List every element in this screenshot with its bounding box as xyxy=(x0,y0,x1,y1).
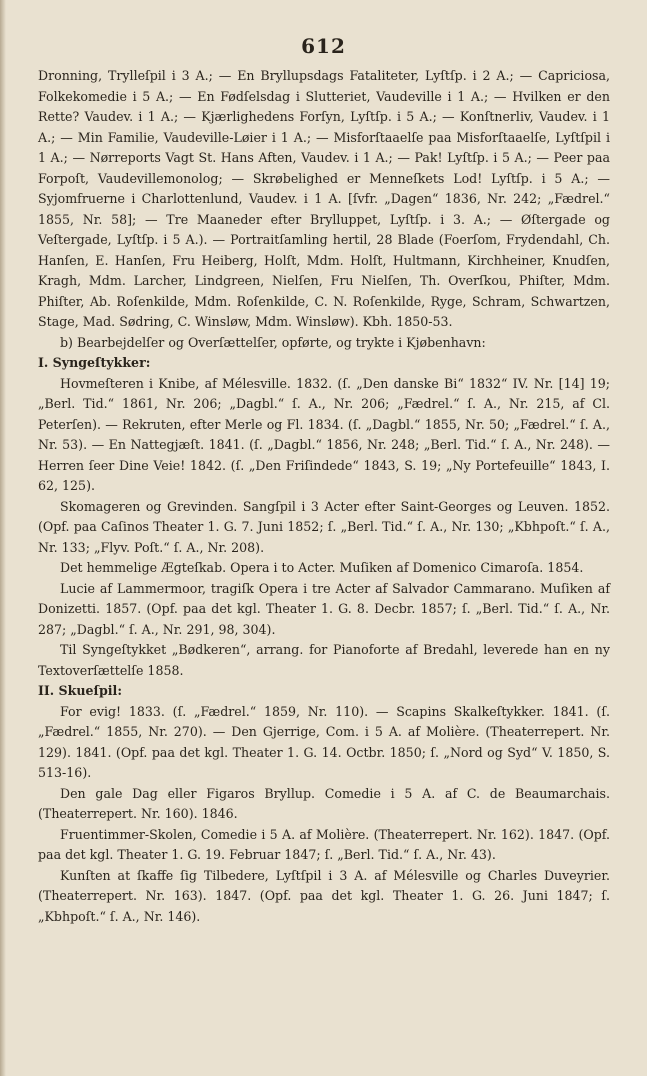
section-heading-b: b) Bearbejdelſer og Overſættelſer, opførte, og trykte i Kjøbenhavn: xyxy=(60,334,486,350)
entry-kunsten: Kunſten at ſkaffe ſig Tilbedere, Lyſtſpil i 3 A. af Mélesville og Charles Duveyrier. (Theaterrepert. Nr. 163). 1847. (Opf. paa det kgl. Theater 1. G. 26. Juni 1847; ſ. „Kbhpoſt.“ ſ. A., Nr. 146). xyxy=(38,867,610,924)
page-text xyxy=(38,66,610,927)
entry-for-evig: For evig! 1833. (ſ. „Fædrel.“ 1859, Nr. 110). — Scapins Skalkeſtykker. 1841. (ſ. „Fædrel.“ 1855, Nr. 270). — Den Gjerrige, Com. i 5 A. af Molière. (Theaterrepert. Nr. 129). 1841. (Opf. paa det kgl. Theater 1. G. 14. Octbr. 1850; ſ. „Nord og Syd“ V. 1850, S. 513-16). xyxy=(38,703,610,780)
paragraph-works-list: Dronning, Trylleſpil i 3 A.; — En Bryllupsdags Fataliteter, Lyſtſp. i 2 A.; — Capriciosa, Folkekomedie i 5 A.; — En Fødſelsdag i Slutteriet, Vaudeville i 1 A.; — Hvilken er den Rette? Vaudev. i 1 A.; — Kjærlighedens Forſyn, Lyſtſp. i 5 A.; — Konſtnerliv, Vaudev. i 1 A.; — Min Familie, Vaudeville-Løier i 1 A.; — Misforſtaaelſe paa Misforſtaaelſe, Lyſtſpil i 1 A.; — Nørreports Vagt St. Hans Aften, Vaudev. i 1 A.; — Pak! Lyſtſp. i 5 A.; — Peer paa Forpoſt, Vaudevillemonolog; — Skrøbelighed er Menneſkets Lod! Lyſtſp. i 5 A.; — Syjomfruerne i Charlottenlund, Vaudev. i 1 A. [ſvfr. „Dagen“ 1836, Nr. 242; „Fædrel.“ 1855, Nr. 58]; — Tre Maaneder efter Brylluppet, Lyſtſp. i 3. A.; — Øſtergade og Veſtergade, Lyſtſp. i 5 A.). — Portraitſamling hertil, 28 Blade (Foerſom, Frydendahl, Ch. Hanſen, E. Hanſen, Fru Heiberg, Holſt, Mdm. Holſt, Hultmann, Kirchheiner, Knudſen, Kragh, Mdm. Larcher, Lindgreen, Nielſen, Fru Nielſen, Th. Overſkou, Phiſter, Mdm. Phiſter, Ab. Roſenkilde, Mdm. Roſenkilde, C. N. Roſenkilde, Ryge, Schram, Schwartzen, Stage, Mad. Sødring, C. Winsløw, Mdm. Winsløw). Kbh. 1850-53. xyxy=(38,68,610,329)
entry-hovmesteren: Hovmeſteren i Knibe, af Mélesville. 1832. (ſ. „Den danske Bi“ 1832“ IV. Nr. [14] 19; „Berl. Tid.“ 1861, Nr. 206; „Dagbl.“ ſ. A., Nr. 206; „Fædrel.“ ſ. A., Nr. 215, af Cl. Peterſen). — Rekruten, efter Merle og Fl. 1834. (ſ. „Dagbl.“ 1855, Nr. 50; „Fædrel.“ ſ. A., Nr. 53). — En Nattegjæſt. 1841. (ſ. „Dagbl.“ 1856, Nr. 248; „Berl. Tid.“ ſ. A., Nr. 248). — Herren ſeer Dine Veie! 1842. (ſ. „Den Friſindede“ 1843, S. 19; „Ny Portefeuille“ 1843, I. 62, 125). xyxy=(38,375,610,493)
subheading-skuespil: II. Skueſpil: xyxy=(38,683,122,698)
entry-figaro: Den gale Dag eller Figaros Bryllup. Comedie i 5 A. af C. de Beaumarchais. (Theaterrepert. Nr. 160). 1846. xyxy=(38,785,610,821)
entry-lucie: Lucie af Lammermoor, tragiſk Opera i tre Acter af Salvador Cammarano. Muſiken af Donizetti. 1857. (Opf. paa det kgl. Theater 1. G. 8. Decbr. 1857; ſ. „Berl. Tid.“ ſ. A., Nr. 287; „Dagbl.“ ſ. A., Nr. 291, 98, 304). xyxy=(38,580,610,637)
subheading-syngestykker: I. Syngeſtykker: xyxy=(38,355,151,370)
entry-bodkeren: Til Syngeſtykket „Bødkeren“, arrang. for Pianoforte af Bredahl, leverede han en ny Textoverſættelſe 1858. xyxy=(38,642,610,678)
entry-hemmelige-aegteskab: Det hemmelige Ægteſkab. Opera i to Acter. Muſiken af Domenico Cimaroſa. 1854. xyxy=(60,560,584,575)
page-number: 612 xyxy=(301,34,346,58)
entry-fruentimmer: Fruentimmer-Skolen, Comedie i 5 A. af Molière. (Theaterrepert. Nr. 162). 1847. (Opf. paa det kgl. Theater 1. G. 19. Februar 1847; ſ. „Berl. Tid.“ ſ. A., Nr. 43). xyxy=(38,826,610,862)
entry-skomageren: Skomageren og Grevinden. Sangſpil i 3 Acter efter Saint-Georges og Leuven. 1852. (Opf. paa Caſinos Theater 1. G. 7. Juni 1852; ſ. „Berl. Tid.“ ſ. A., Nr. 130; „Kbhpoſt.“ ſ. A., Nr. 133; „Flyv. Poſt.“ ſ. A., Nr. 208). xyxy=(38,498,610,555)
